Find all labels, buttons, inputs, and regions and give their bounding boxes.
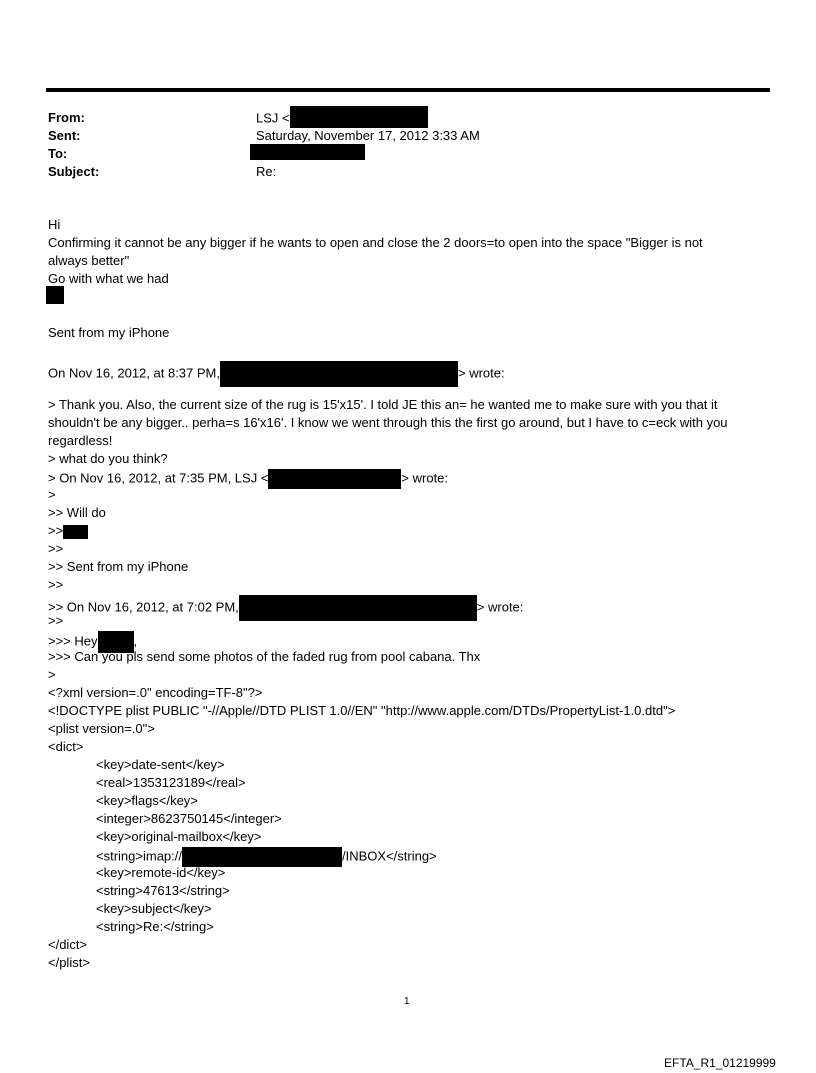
from-label: From: [48, 110, 85, 125]
xml-line: <string>imap:// /INBOX</string> [96, 847, 437, 867]
quoted-line: > what do you think? [48, 451, 168, 466]
xml-line: <key>date-sent</key> [96, 757, 225, 772]
header-rule [46, 88, 770, 92]
quoted-line: >> Sent from my iPhone [48, 559, 189, 574]
page-number: 1 [404, 996, 410, 1007]
xml-line: <!DOCTYPE plist PUBLIC "-//Apple//DTD PLIST 1.0//EN" "http://www.apple.com/DTDs/PropertyList-1.0.dtd"> [48, 703, 676, 718]
quoted-line: >> [48, 577, 64, 592]
xml-line: <dict> [48, 739, 84, 754]
xml-line: <key>remote-id</key> [96, 865, 226, 880]
from-value: LSJ < [256, 110, 428, 128]
xml-line: <integer>8623750145</integer> [96, 811, 282, 826]
redaction-block [290, 106, 428, 128]
quoted-line: >> [48, 523, 88, 539]
xml-line: </dict> [48, 937, 88, 952]
reply-header-line: On Nov 16, 2012, at 8:37 PM, > wrote: [48, 361, 505, 387]
subject-value: Re: [256, 164, 277, 179]
reply-header-line: >> On Nov 16, 2012, at 7:02 PM, > wrote: [48, 595, 523, 621]
xml-line: <key>subject</key> [96, 901, 212, 916]
redaction-block [182, 847, 342, 867]
to-label: To: [48, 146, 68, 161]
quoted-line: regardless! [48, 433, 113, 448]
quoted-line: >>> Hey , [48, 631, 137, 653]
xml-line: <plist version=.0"> [48, 721, 155, 736]
quoted-line: > [48, 487, 56, 502]
signature-redaction-block [46, 286, 64, 304]
quoted-line: >> [48, 613, 64, 628]
quoted-line: >> [48, 541, 64, 556]
redaction-block [63, 525, 88, 539]
quoted-line: >>> Can you pls send some photos of the faded rug from pool cabana. Thx [48, 649, 481, 664]
subject-label: Subject: [48, 164, 100, 179]
document-id: EFTA_R1_01219999 [664, 1056, 776, 1070]
sent-value: Saturday, November 17, 2012 3:33 AM [256, 128, 480, 143]
body-line: always better" [48, 253, 130, 268]
reply-header-line: > On Nov 16, 2012, at 7:35 PM, LSJ < > wrote: [48, 469, 448, 489]
xml-line: <string>Re:</string> [96, 919, 214, 934]
xml-line: <key>flags</key> [96, 793, 198, 808]
signature-line: Sent from my iPhone [48, 325, 170, 340]
quoted-line: >> Will do [48, 505, 106, 520]
body-line: Go with what we had [48, 271, 169, 286]
xml-line: </plist> [48, 955, 90, 970]
to-redaction-block [250, 144, 365, 160]
xml-line: <string>47613</string> [96, 883, 230, 898]
redaction-block [239, 595, 477, 621]
body-line: Confirming it cannot be any bigger if he wants to open and close the 2 doors=to open into the space "Bigger is not [48, 235, 703, 250]
xml-line: <?xml version=.0" encoding=TF-8"?> [48, 685, 263, 700]
quoted-line: > [48, 667, 56, 682]
redaction-block [220, 361, 458, 387]
greeting: Hi [48, 217, 61, 232]
quoted-line: shouldn't be any bigger.. perha=s 16'x16'. I know we went through this the first go around, but I have to c=eck with you [48, 415, 728, 430]
xml-line: <real>1353123189</real> [96, 775, 246, 790]
sent-label: Sent: [48, 128, 81, 143]
xml-line: <key>original-mailbox</key> [96, 829, 262, 844]
quoted-line: > Thank you. Also, the current size of the rug is 15'x15'. I told JE this an= he wanted me to make sure with you that it [48, 397, 718, 412]
redaction-block [268, 469, 401, 489]
